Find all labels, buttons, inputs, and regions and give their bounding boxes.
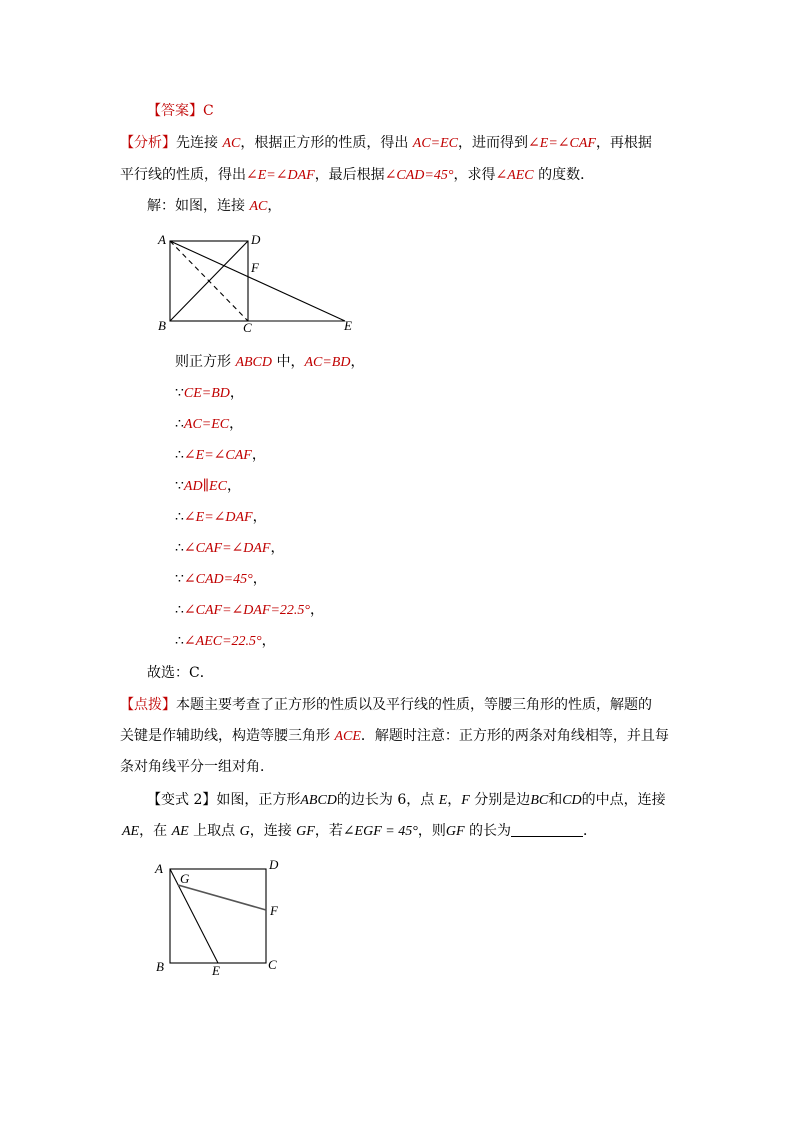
step-expr: ∠CAF=∠DAF=22.5° xyxy=(183,603,311,618)
variant-text: ，则 xyxy=(417,823,446,839)
variant-text: ，连接 xyxy=(249,823,297,839)
tip-math: ACE xyxy=(334,729,361,744)
step-expr: ∠CAD=45° xyxy=(183,572,253,587)
step-expr2: AC=BD xyxy=(304,355,351,370)
analysis-text: ，再根据 xyxy=(595,135,652,151)
segment-ae-2 xyxy=(170,869,218,963)
step-expr: CE=BD xyxy=(183,386,230,401)
step-4 xyxy=(175,446,266,465)
step-3 xyxy=(175,415,243,434)
step-suffix: ， xyxy=(229,385,244,401)
step-prefix: 则正方形 xyxy=(175,354,236,370)
variant-text: ， xyxy=(447,792,462,808)
analysis-text: 的度数． xyxy=(533,167,595,183)
label-f: F xyxy=(251,260,259,275)
analysis-line-1 xyxy=(120,134,652,153)
solution-intro xyxy=(147,197,281,216)
label-b-2: B xyxy=(156,959,164,974)
tip-line-1 xyxy=(120,696,652,714)
label-e-2: E xyxy=(212,963,220,978)
step-expr: ∠E=∠CAF xyxy=(183,448,252,463)
variant-line-1 xyxy=(147,791,666,810)
analysis-tag: 【分析】 xyxy=(120,135,176,151)
variant-math: E xyxy=(438,793,448,808)
variant-math: AE xyxy=(122,824,140,839)
step-prefix: ∴ xyxy=(175,602,184,618)
variant-math: ABCD xyxy=(300,793,337,808)
analysis-text: 平行线的性质，得出 xyxy=(120,167,246,183)
variant-text: ． xyxy=(582,823,597,839)
step-8 xyxy=(175,570,267,589)
tip-tag: 【点拨】 xyxy=(120,697,176,713)
step-expr: ABCD xyxy=(235,355,273,370)
step-prefix: ∴ xyxy=(175,633,184,649)
step-2 xyxy=(175,384,244,403)
analysis-text: ，进而得到 xyxy=(458,135,529,151)
step-prefix: ∴ xyxy=(175,447,184,463)
figure-1-diagram xyxy=(150,228,370,338)
label-c-2: C xyxy=(268,957,277,972)
segment-ae xyxy=(170,241,345,321)
step-suffix: ， xyxy=(229,416,244,432)
step-prefix: ∵ xyxy=(175,478,184,494)
variant-math: AE xyxy=(171,824,189,839)
segment-gf xyxy=(178,885,266,910)
choice-line: 故选：C． xyxy=(147,665,214,681)
step-expr: ∠AEC=22.5° xyxy=(183,634,262,649)
variant-math: F xyxy=(461,793,470,808)
step-mid: 中， xyxy=(272,354,305,370)
variant-math: ∠EGF = 45° xyxy=(342,824,418,839)
label-b: B xyxy=(158,318,166,333)
variant-tag: 【变式 2】 xyxy=(147,792,217,808)
step-suffix: ， xyxy=(251,447,266,463)
tip-line-3 xyxy=(120,758,274,776)
label-f-2: F xyxy=(270,903,278,918)
step-expr: AD∥EC xyxy=(183,479,227,494)
solution-text: 解：如图，连接 xyxy=(147,198,250,214)
variant-math: BC xyxy=(530,793,549,808)
variant-text: 如图，正方形 xyxy=(216,792,301,808)
variant-text: 上取点 xyxy=(188,823,240,839)
step-suffix: ， xyxy=(261,633,276,649)
answer-value: C xyxy=(203,103,214,119)
step-suffix: ， xyxy=(252,571,267,587)
label-a-2: A xyxy=(155,861,163,876)
solution-math: AC xyxy=(249,199,268,214)
step-prefix: ∵ xyxy=(175,571,184,587)
step-prefix: ∴ xyxy=(175,416,184,432)
tip-text: 条对角线平分一组对角． xyxy=(120,759,274,775)
analysis-math: ∠E=∠CAF xyxy=(528,136,596,151)
variant-text: 和 xyxy=(548,792,563,808)
variant-text: 的长为 xyxy=(464,823,511,839)
variant-text: ，若 xyxy=(314,823,343,839)
step-expr: AC=EC xyxy=(183,417,230,432)
analysis-text: 先连接 xyxy=(176,135,223,151)
step-expr: ∠CAF=∠DAF xyxy=(183,541,271,556)
variant-math: GF xyxy=(296,824,315,839)
label-e: E xyxy=(344,318,352,333)
step-expr: ∠E=∠DAF xyxy=(183,510,253,525)
tip-text: 关键是作辅助线，构造等腰三角形 xyxy=(120,728,335,744)
analysis-text: ，根据正方形的性质，得出 xyxy=(240,135,413,151)
step-prefix: ∴ xyxy=(175,540,184,556)
step-9 xyxy=(175,601,324,620)
step-prefix: ∵ xyxy=(175,385,184,401)
step-suffix: ， xyxy=(226,478,241,494)
tip-text: ．解题时注意：正方形的两条对角线相等，并且每 xyxy=(360,728,669,744)
analysis-text: ，最后根据 xyxy=(314,167,385,183)
variant-math: GF xyxy=(445,824,465,839)
variant-text: 的边长为 6，点 xyxy=(336,792,439,808)
step-suffix: ， xyxy=(310,602,325,618)
analysis-text: ，求得 xyxy=(453,167,496,183)
tip-text: 本题主要考查了正方形的性质以及平行线的性质，等腰三角形的性质，解题的 xyxy=(176,697,652,713)
variant-text: 的中点，连接 xyxy=(581,792,666,808)
answer-tag: 【答案】 xyxy=(147,103,203,119)
step-1 xyxy=(175,353,364,372)
label-g: G xyxy=(180,871,190,886)
step-suffix: ， xyxy=(252,509,267,525)
step-7 xyxy=(175,539,285,558)
step-suffix: ， xyxy=(270,540,285,556)
analysis-math: AC=EC xyxy=(412,136,459,151)
tip-line-2 xyxy=(120,727,669,746)
analysis-math: ∠CAD=45° xyxy=(384,168,454,183)
step-prefix: ∴ xyxy=(175,509,184,525)
answer-blank[interactable] xyxy=(511,822,583,837)
analysis-math: ∠AEC xyxy=(495,168,534,183)
analysis-math: AC xyxy=(222,136,241,151)
step-10 xyxy=(175,632,276,651)
answer-line xyxy=(147,102,214,120)
label-d-2: D xyxy=(269,857,279,872)
variant-math: G xyxy=(239,824,250,839)
label-c: C xyxy=(243,320,252,335)
variant-line-2 xyxy=(122,822,597,841)
solution-text: ， xyxy=(267,198,282,214)
step-suffix: ， xyxy=(350,354,365,370)
label-d: D xyxy=(251,232,261,247)
analysis-line-2 xyxy=(120,166,594,185)
variant-text: ，在 xyxy=(139,823,172,839)
step-5 xyxy=(175,477,241,496)
variant-math: CD xyxy=(562,793,582,808)
analysis-math: ∠E=∠DAF xyxy=(246,168,315,183)
figure-2-diagram xyxy=(150,855,290,985)
label-a: A xyxy=(158,232,166,247)
variant-text: 分别是边 xyxy=(469,792,531,808)
step-6 xyxy=(175,508,267,527)
